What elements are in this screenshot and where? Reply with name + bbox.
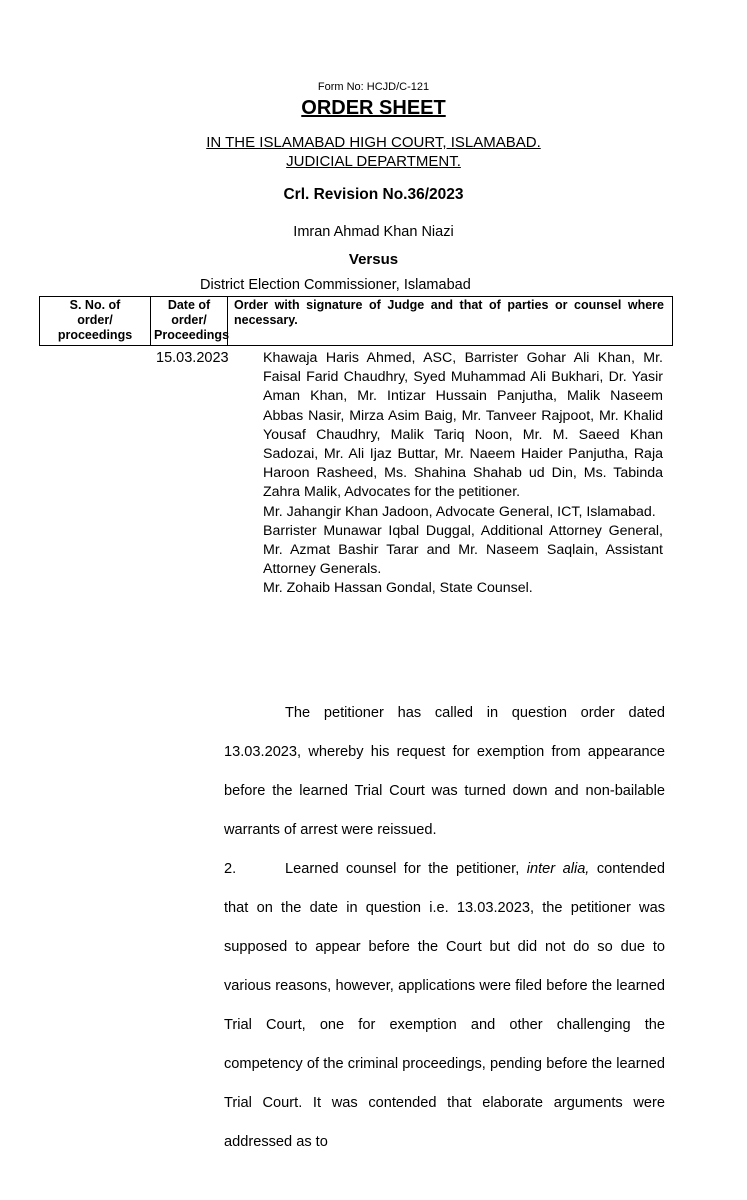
court-name: [0, 133, 747, 171]
court-name-line1: IN THE ISLAMABAD HIGH COURT, ISLAMABAD.: [206, 134, 541, 151]
respondent-name: District Election Commissioner, Islamabad: [200, 277, 471, 293]
petitioner-name: Imran Ahmad Khan Niazi: [293, 224, 454, 240]
column-header-serial: S. No. of order/ proceedings: [40, 297, 151, 346]
versus-label: Versus: [348, 251, 399, 268]
court-name-line2: JUDICIAL DEPARTMENT.: [286, 153, 461, 170]
form-number: Form No: HCJD/C-121: [317, 81, 430, 93]
case-number: Crl. Revision No.36/2023: [283, 186, 464, 203]
appearance-petitioner-counsel: Khawaja Haris Ahmed, ASC, Barrister Gohar Ali Khan, Mr. Faisal Farid Chaudhry, Syed Muhammad Ali Bukhari, Dr. Yasir Aman Khan, Mr. Intizar Hussain Panjutha, Malik Naseem Abbas Nasir, Mirza Asim Baig, Mr. Tanveer Rajpoot, Mr. Khalid Yousaf Chaudhry, Malik Tariq Noon, Mr. M. Saeed Khan Sadozai, Mr. Ali Ijaz Buttar, Mr. Naeem Haider Panjutha, Raja Haroon Rasheed, Ms. Shahina Shahab ud Din, Ms. Tabinda Zahra Malik, Advocates for the petitioner.: [263, 350, 663, 501]
column-header-date: Date of order/ Proceedings: [151, 297, 228, 346]
appearance-state-counsel: Mr. Zohaib Hassan Gondal, State Counsel.: [263, 580, 533, 597]
appearances-list: [263, 349, 663, 599]
proceeding-date: 15.03.2023: [156, 350, 229, 366]
appearance-attorney-general: Barrister Munawar Iqbal Duggal, Additional Attorney General, Mr. Azmat Bashir Tarar and Mr. Naseem Saqlain, Assistant Attorney Generals.: [263, 522, 663, 578]
paragraph-1: The petitioner has called in question order dated 13.03.2023, whereby his request for exemption from appearance before the learned Trial Court was turned down and non-bailable warrants of arrest were reissued.: [224, 705, 665, 838]
latin-phrase: inter alia,: [526, 861, 590, 877]
order-body: [224, 694, 665, 1162]
paragraph-number: 2.: [224, 861, 237, 877]
paragraph-2: 2. Learned counsel for the petitioner, inter alia, contended that on the date in question i.e. 13.03.2023, the petitioner was supposed to appear before the Court but did not do so due to various reasons, however, applications were filed before the learned Trial Court, one for exemption and other challenging the competency of the criminal proceedings, pending before the learned Trial Court. It was contended that elaborate arguments were addressed as to: [224, 850, 665, 1162]
order-sheet-header-table: [39, 296, 673, 346]
appearance-advocate-general: Mr. Jahangir Khan Jadoon, Advocate General, ICT, Islamabad.: [263, 503, 656, 520]
page-title: ORDER SHEET: [301, 97, 446, 119]
column-header-order: Order with signature of Judge and that of parties or counsel where necessary.: [228, 297, 673, 346]
